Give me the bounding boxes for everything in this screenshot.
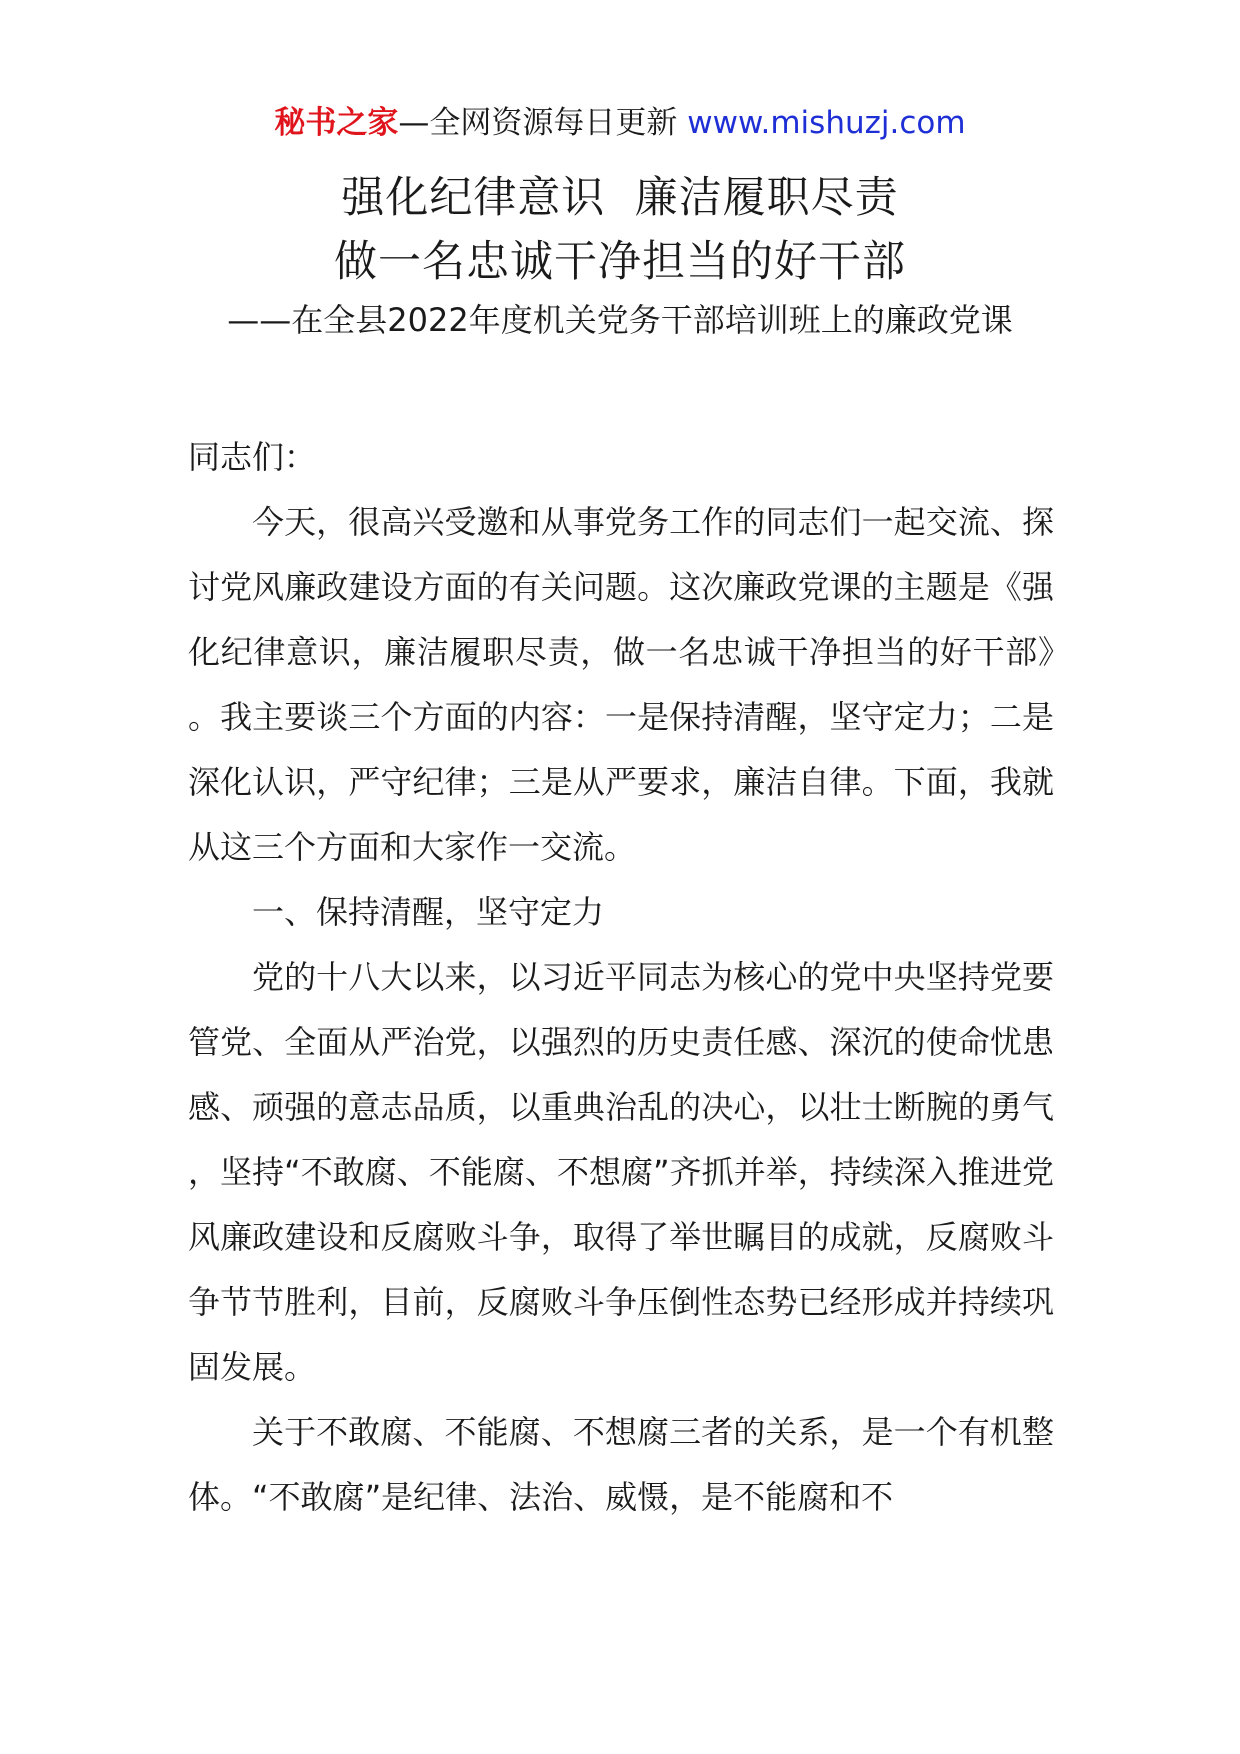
intro-paragraph: 今天，很高兴受邀和从事党务工作的同志们一起交流、探讨党风廉政建设方面的有关问题。这次廉政党课的主题是《强化纪律意识，廉洁履职尽责，做一名忠诚干净担当的好干部》。我主要谈三个方面的内容：一是保持清醒，坚守定力；二是深化认识，严守纪律；三是从严要求，廉洁自律。下面，我就从这三个方面和大家作一交流。 xyxy=(188,503,1054,866)
title-line-1: 强化纪律意识 廉洁履职尽责 xyxy=(341,173,899,223)
section1-paragraph-1: 党的十八大以来，以习近平同志为核心的党中央坚持党要管党、全面从严治党，以强烈的历史责任感、深沉的使命忧患感、顽强的意志品质，以重典治乱的决心，以壮士断腕的勇气，坚持“不敢腐、不能腐、不想腐”齐抓并举，持续深入推进党风廉政建设和反腐败斗争，取得了举世瞩目的成就，反腐败斗争节节胜利，目前，反腐败斗争压倒性态势已经形成并持续巩固发展。 xyxy=(188,958,1054,1386)
site-watermark-header xyxy=(0,100,1240,146)
document-body xyxy=(188,425,1054,1530)
salutation: 同志们： xyxy=(188,438,317,476)
document-subtitle: ——在全县2022年度机关党务干部培训班上的廉政党课 xyxy=(227,301,1013,339)
watermark-url: www.mishuzj.com xyxy=(687,105,966,141)
section1-paragraph-2: 关于不敢腐、不能腐、不想腐三者的关系，是一个有机整体。“不敢腐”是纪律、法治、威慑，是不能腐和不 xyxy=(188,1413,1054,1516)
watermark-brand: 秘书之家 xyxy=(274,105,399,141)
document-title-block xyxy=(0,166,1240,344)
watermark-tagline: —全网资源每日更新 xyxy=(398,105,678,141)
title-line-2: 做一名忠诚干净担当的好干部 xyxy=(334,237,906,287)
section-heading-1: 一、保持清醒，坚守定力 xyxy=(252,893,605,931)
